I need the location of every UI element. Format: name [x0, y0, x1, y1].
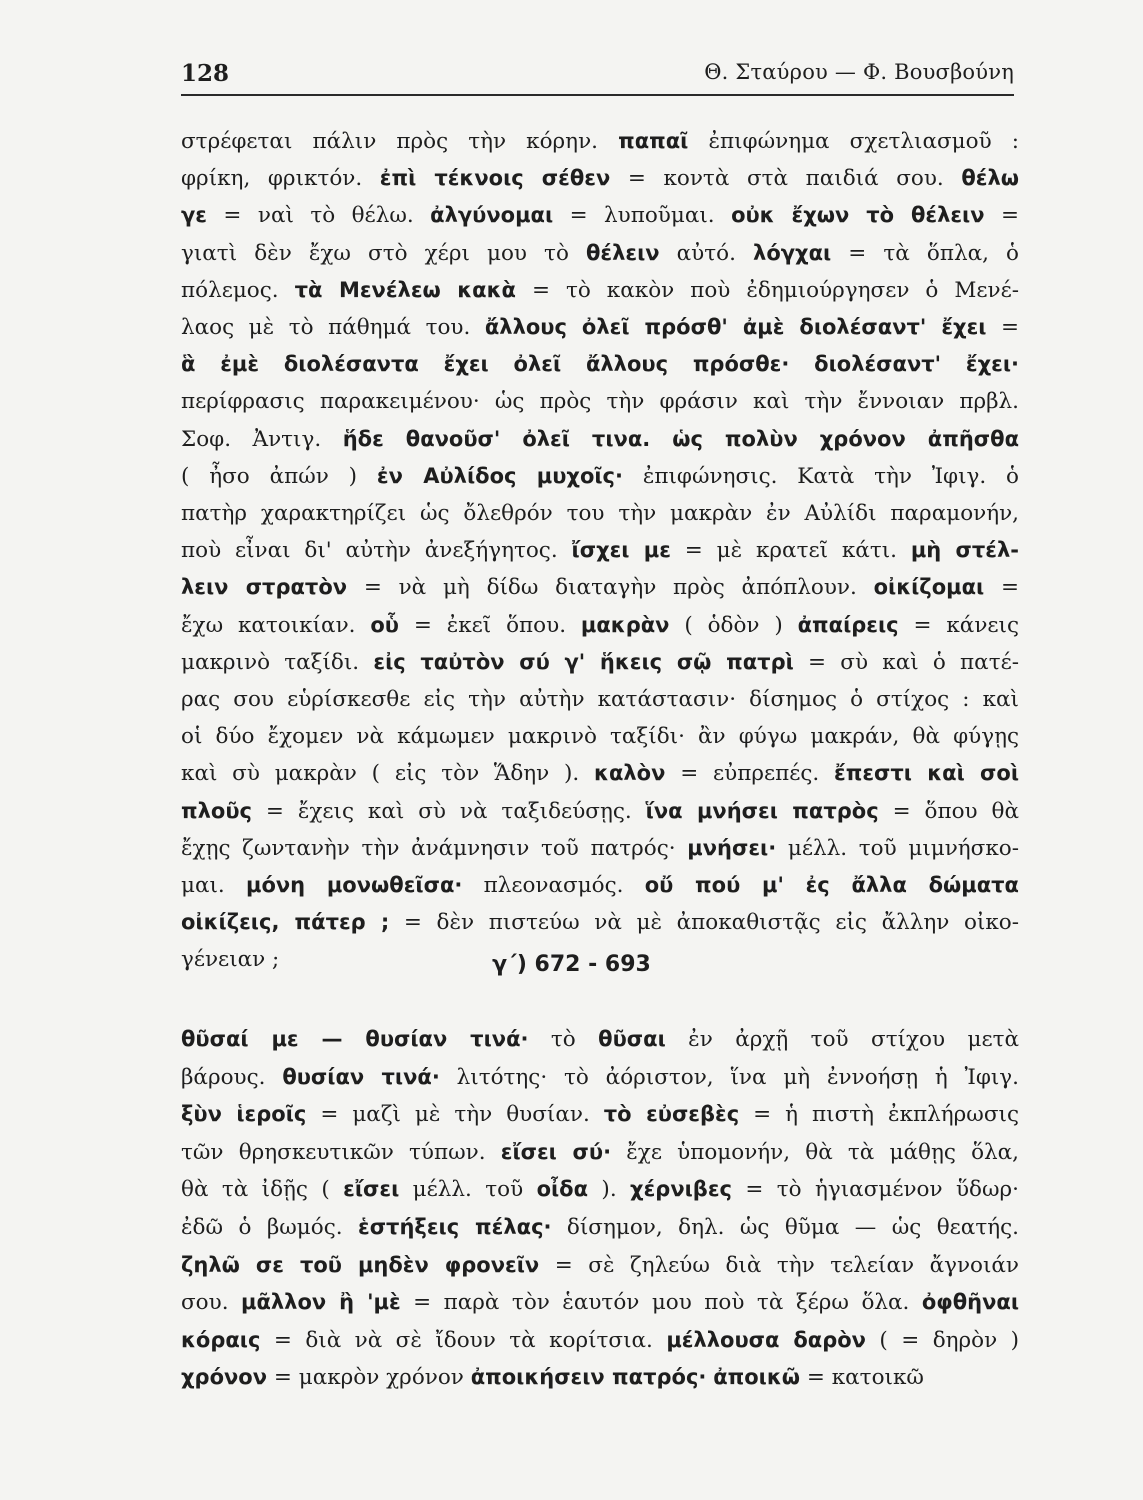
lemma-term: ἃ ἐμὲ διολέσαντα ἔχει ὀλεῖ ἄλλους πρόσθε· διολέσαντ' ἔχει·: [181, 352, 1019, 377]
commentary-section-2: [181, 1021, 1019, 1397]
lemma-term: μακρὰν: [580, 612, 670, 637]
gloss-text: = σὲ ζηλεύω διὰ τὴν τελείαν ἄγνοιάν: [539, 1252, 1019, 1278]
lemma-term: ξὺν ἱεροῖς: [181, 1102, 307, 1127]
lemma-term: ἀποικήσειν πατρός·: [470, 1365, 707, 1390]
lemma-term: κόραις: [181, 1327, 261, 1352]
gloss-text: καὶ σὺ μακρὰν ( εἰς τὸν Ἅδην ).: [181, 761, 595, 787]
lemma-term: ὀφθῆναι: [921, 1290, 1020, 1315]
gloss-text: ἐδῶ ὁ βωμός.: [181, 1214, 359, 1240]
gloss-text: = κατοικῶ: [800, 1365, 924, 1391]
lemma-term: λειν στρατὸν: [181, 575, 348, 600]
gloss-text: =: [984, 575, 1019, 601]
lemma-term: οἰκίζομαι: [873, 575, 985, 600]
text-line: [181, 1359, 1019, 1397]
gloss-text: βάρους.: [181, 1064, 283, 1090]
gloss-text: μέλλ. τοῦ: [399, 1177, 537, 1203]
text-line: [181, 1134, 1019, 1172]
gloss-text: =: [984, 203, 1019, 229]
gloss-text: γιατὶ δὲν ἔχω στὸ χέρι μου τὸ: [181, 240, 586, 266]
gloss-text: ρας σου εὑρίσκεσθε εἰς τὴν αὐτὴν κατάστασιν· δίσημος ὁ στίχος : καὶ: [181, 687, 1019, 713]
gloss-text: λαος μὲ τὸ πάθημά του.: [181, 315, 485, 341]
gloss-text: = εὐπρεπές.: [665, 761, 835, 787]
text-line: [181, 532, 1019, 569]
gloss-text: σου.: [181, 1290, 242, 1316]
lemma-term: παπαῖ: [618, 129, 689, 153]
text-line: [181, 383, 1019, 420]
gloss-text: πλεονασμός.: [462, 873, 645, 899]
lemma-term: οἰκίζεις, πάτερ ;: [181, 910, 390, 935]
gloss-text: ἐπιφώνημα σχετλιασμοῦ :: [688, 129, 1019, 154]
gloss-text: = κοντὰ στὰ παιδιά σου.: [610, 166, 962, 192]
text-line: [181, 867, 1019, 904]
gloss-text: ( ἦσο ἀπών ): [181, 463, 377, 489]
text-line: [181, 1247, 1019, 1285]
lemma-term: λόγχαι: [753, 240, 832, 265]
gloss-text: οἱ δύο ἔχομεν νὰ κάμωμεν μακρινὸ ταξίδι· ἂν φύγω μακράν, θὰ φύγῃς: [181, 724, 1019, 750]
gloss-text: ἔχω κατοικίαν.: [181, 612, 371, 638]
lemma-term: ἀπαίρεις: [797, 612, 899, 637]
lemma-term: ἥδε θανοῦσ' ὀλεῖ τινα. ὡς πολὺν χρόνον ἀπῆσθα: [342, 426, 1019, 451]
gloss-text: = λυποῦμαι.: [553, 203, 732, 229]
gloss-text: στρέφεται πάλιν πρὸς τὴν κόρην.: [181, 129, 619, 154]
gloss-text: = δὲν πιστεύω νὰ μὲ ἀποκαθιστᾷς εἰς ἄλλην οἰκο-: [389, 910, 1019, 936]
text-line: [181, 681, 1019, 718]
text-line: [181, 904, 1019, 941]
gloss-text: = κάνεις: [898, 612, 1020, 638]
lemma-term: θῦσαι: [598, 1027, 666, 1051]
gloss-text: = ἔχεις καὶ σὺ νὰ ταξιδεύσῃς.: [251, 798, 646, 824]
gloss-text: = μαζὶ μὲ τὴν θυσίαν.: [306, 1102, 604, 1128]
text-line: [181, 644, 1019, 681]
lemma-term: εἴσει σύ·: [500, 1139, 612, 1164]
lemma-term: τὸ εὐσεβὲς: [603, 1102, 740, 1127]
gloss-text: =: [986, 315, 1019, 341]
lemma-term: μὴ στέλ-: [910, 538, 1019, 563]
lemma-term: ἀποικῶ: [713, 1365, 801, 1390]
text-line: [181, 1096, 1019, 1134]
lemma-term: γε: [181, 203, 207, 228]
gloss-text: περίφρασις παρακειμένου· ὡς πρὸς τὴν φράσιν καὶ τὴν ἔννοιαν πρβλ.: [181, 389, 1019, 415]
gloss-text: μακρινὸ ταξίδι.: [181, 649, 374, 675]
text-line: [181, 1059, 1019, 1097]
lemma-term: θυσίαν τινά·: [282, 1064, 440, 1089]
text-line: [181, 458, 1019, 495]
text-line: [181, 1209, 1019, 1247]
text-line: [181, 421, 1019, 458]
gloss-text: = διὰ νὰ σὲ ἴδουν τὰ κορίτσια.: [260, 1327, 667, 1353]
gloss-text: μέλλ. τοῦ μιμνήσκο-: [776, 835, 1019, 861]
gloss-text: πόλεμος.: [181, 277, 295, 303]
lemma-term: ἑστήξεις πέλας·: [358, 1214, 552, 1239]
gloss-text: αὐτό.: [659, 240, 754, 266]
gloss-text: φρίκη, φρικτόν.: [181, 166, 380, 192]
lemma-term: μέλλουσα δαρὸν: [666, 1327, 866, 1352]
gloss-text: ( ὁδὸν ): [669, 612, 798, 638]
lemma-term: ἐν Αὐλίδος μυχοῖς·: [376, 463, 623, 488]
text-line: [181, 793, 1019, 830]
text-line: [181, 123, 1019, 160]
text-line: [181, 346, 1019, 383]
lemma-term: οὔ πού μ' ἐς ἄλλα δώματα: [644, 873, 1019, 898]
text-line: [181, 495, 1019, 532]
gloss-text: = ὅπου θὰ: [878, 798, 1019, 824]
text-line: [181, 235, 1019, 272]
lemma-term: θέλειν: [585, 240, 660, 265]
lemma-term: μᾶλλον ἢ 'μὲ: [241, 1290, 401, 1315]
gloss-text: Σοφ. Ἀντιγ.: [181, 426, 343, 452]
gloss-text: ἐπιφώνησις. Κατὰ τὴν Ἰφιγ. ὁ: [622, 463, 1019, 489]
gloss-text: ἔχε ὑπομονήν, θὰ τὰ μάθῃς ὅλα,: [611, 1139, 1019, 1165]
text-line: [181, 197, 1019, 234]
lemma-term: πλοῦς: [181, 798, 252, 823]
gloss-text: ( = δηρὸν ): [865, 1327, 1020, 1353]
gloss-text: ἔχῃς ζωντανὴν τὴν ἀνάμνησιν τοῦ πατρός·: [181, 835, 688, 861]
lemma-term: ἄλλους ὀλεῖ πρόσθ' ἀμὲ διολέσαντ' ἔχει: [484, 315, 987, 340]
gloss-text: = ἡ πιστὴ ἐκπλήρωσις: [739, 1102, 1019, 1128]
text-line: [181, 1171, 1019, 1209]
text-line: [181, 607, 1019, 644]
gloss-text: = ἐκεῖ ὅπου.: [398, 612, 581, 638]
gloss-text: = ναὶ τὸ θέλω.: [207, 203, 431, 229]
lemma-term: θέλω: [961, 166, 1019, 191]
lemma-term: ἵνα μνήσει πατρὸς: [645, 798, 879, 823]
gloss-text: λιτότης· τὸ ἀόριστον, ἵνα μὴ ἐννοήσῃ ἡ Ἰφιγ.: [439, 1064, 1019, 1090]
lemma-term: ἀλγύνομαι: [430, 203, 554, 228]
gloss-text: γένειαν ;: [181, 947, 280, 973]
gloss-text: τὸ: [528, 1027, 599, 1052]
gloss-text: δίσημον, δηλ. ὡς θῦμα — ὡς θεατής.: [551, 1214, 1019, 1240]
lemma-term: οἶδα: [536, 1177, 589, 1202]
gloss-text: ποὺ εἶναι δι' αὐτὴν ἀνεξήγητος.: [181, 538, 572, 564]
lemma-term: τὰ Μενέλεω κακὰ: [294, 277, 516, 302]
text-line: [181, 755, 1019, 792]
gloss-text: ἐν ἀρχῇ τοῦ στίχου μετὰ: [665, 1027, 1019, 1052]
lemma-term: χέρνιβες: [630, 1177, 732, 1202]
text-line: [181, 718, 1019, 755]
text-line: [181, 160, 1019, 197]
gloss-text: θὰ τὰ ἰδῇς (: [181, 1177, 344, 1203]
gloss-text: = νὰ μὴ δίδω διαταγὴν πρὸς ἀπόπλουν.: [347, 575, 874, 601]
text-line: [181, 569, 1019, 606]
gloss-text: = μὲ κρατεῖ κάτι.: [670, 538, 911, 564]
running-header: [181, 58, 1014, 96]
lemma-term: χρόνον: [181, 1365, 268, 1390]
text-line: [181, 1284, 1019, 1322]
text-line: [181, 830, 1019, 867]
gloss-text: = μακρὸν χρόνον: [267, 1365, 471, 1391]
lemma-term: οὐκ ἔχων τὸ θέλειν: [731, 203, 985, 228]
commentary-section-1: [181, 123, 1019, 979]
gloss-text: = τὸ κακὸν ποὺ ἐδημιούργησεν ὁ Μενέ-: [515, 277, 1019, 303]
lemma-term: εἴσει: [343, 1177, 400, 1202]
gloss-text: = τὰ ὅπλα, ὁ: [831, 240, 1020, 266]
gloss-text: ).: [588, 1177, 631, 1203]
lemma-term: ἴσχει με: [571, 538, 671, 563]
gloss-text: τῶν θρησκευτικῶν τύπων.: [181, 1139, 501, 1165]
lemma-term: καλὸν: [594, 761, 666, 786]
lemma-term: θῦσαί με — θυσίαν τινά·: [181, 1027, 529, 1051]
gloss-text: μαι.: [181, 873, 246, 899]
text-line: [181, 309, 1019, 346]
section-heading: γ΄) 672 - 693: [492, 952, 651, 977]
gloss-text: πατὴρ χαρακτηρίζει ὡς ὄλεθρόν του τὴν μακρὰν ἐν Αὐλίδι παραμονήν,: [181, 501, 1019, 527]
lemma-term: μνήσει·: [687, 835, 777, 860]
text-line: [181, 272, 1019, 309]
gloss-text: = παρὰ τὸν ἑαυτόν μου ποὺ τὰ ξέρω ὅλα.: [400, 1290, 922, 1316]
gloss-text: = σὺ καὶ ὁ πατέ-: [793, 649, 1019, 675]
gloss-text: = τὸ ἡγιασμένον ὕδωρ·: [731, 1177, 1019, 1203]
running-title: Θ. Σταύρου — Φ. Βουσβούνη: [704, 60, 1014, 84]
text-line: [181, 1021, 1019, 1059]
lemma-term: ζηλῶ σε τοῦ μηδὲν φρονεῖν: [181, 1252, 540, 1277]
lemma-term: ἐπὶ τέκνοις σέθεν: [379, 166, 611, 191]
lemma-term: εἰς ταὐτὸν σύ γ' ἥκεις σῷ πατρὶ: [373, 649, 794, 674]
lemma-term: μόνη μονωθεῖσα·: [246, 873, 463, 898]
page-number: 128: [181, 60, 230, 87]
lemma-term: ἔπεστι καὶ σοὶ: [834, 761, 1019, 786]
lemma-term: οὗ: [370, 612, 399, 637]
text-line: [181, 1322, 1019, 1360]
